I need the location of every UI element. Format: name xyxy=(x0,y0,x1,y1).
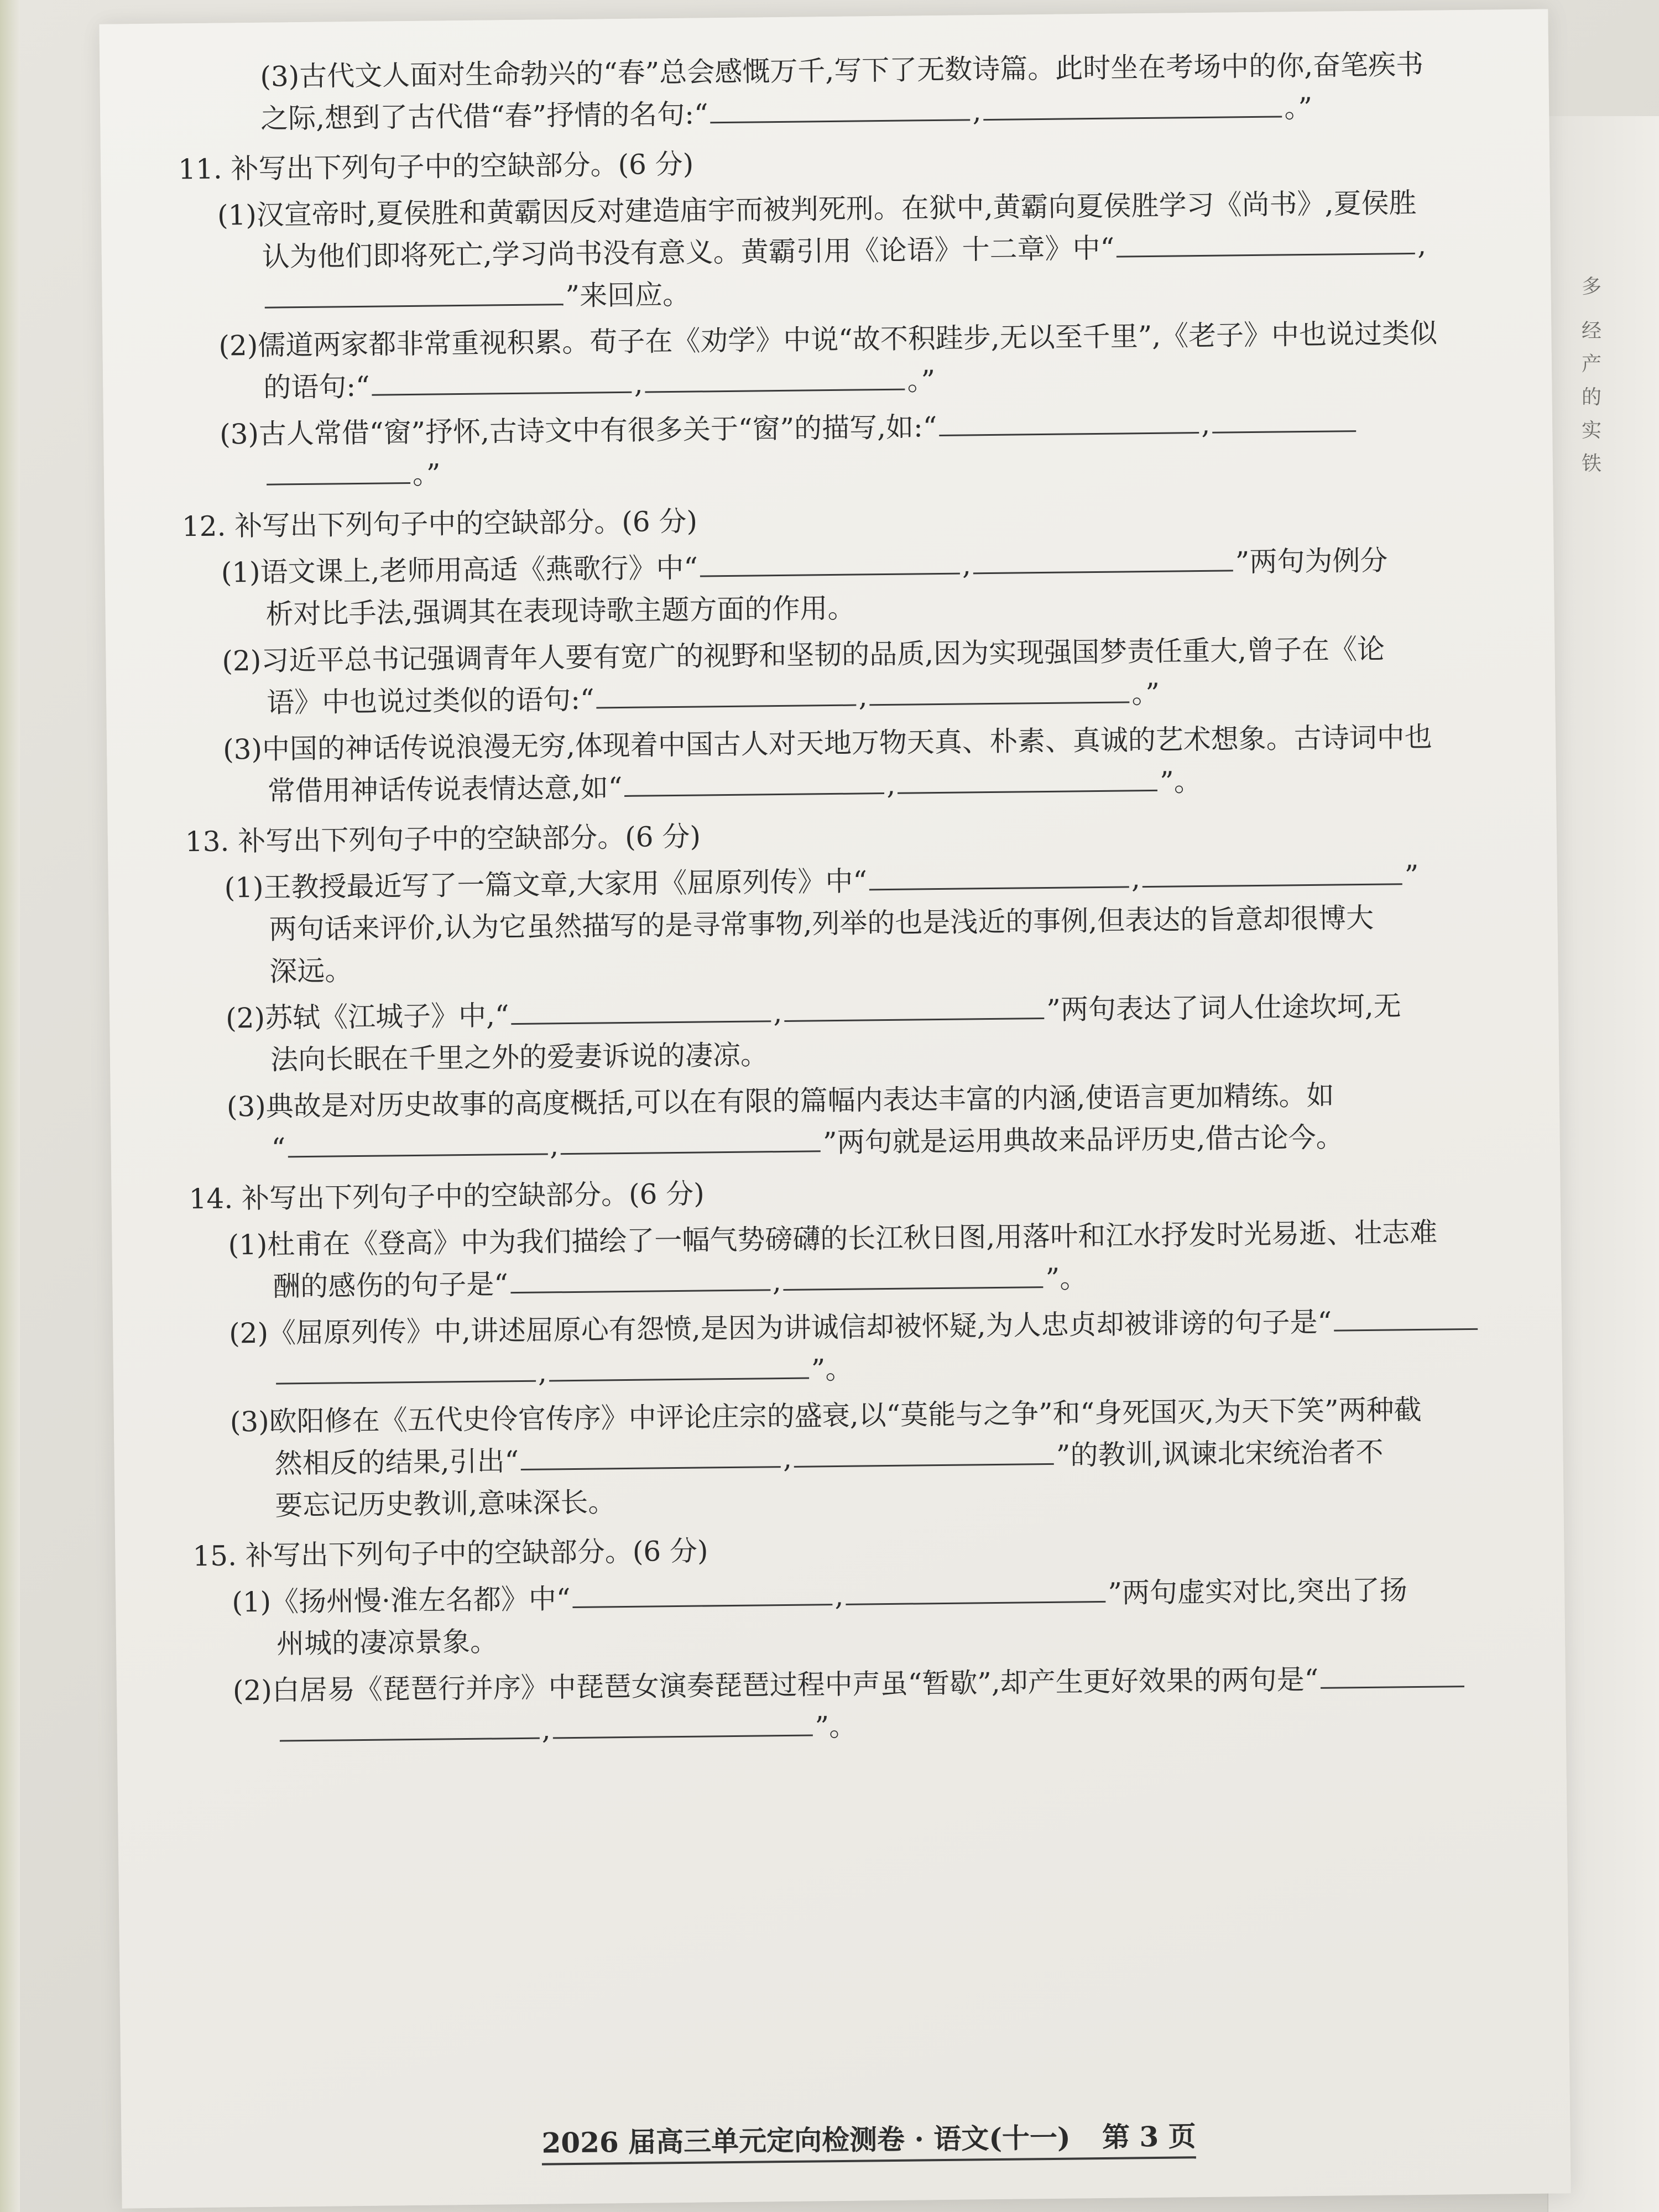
text-segment: “ xyxy=(271,1132,286,1165)
text-segment: , xyxy=(773,996,782,1029)
text-segment: (3)中国的神话传说浪漫无穷,体现着中国古人对天地万物天真、朴素、真诚的艺术想象。古诗词中也 xyxy=(222,721,1433,766)
text-segment: (1)汉宣帝时,夏侯胜和黄霸因反对建造庙宇而被判死刑。在狱中,黄霸向夏侯胜学习《尚书》,夏侯胜 xyxy=(217,186,1417,232)
question-title xyxy=(192,1521,1531,1577)
adjacent-page-char: 经 xyxy=(1582,320,1602,342)
adjacent-page-char: 铁 xyxy=(1582,452,1602,475)
text-segment: (3)典故是对历史故事的高度概括,可以在有限的篇幅内表达丰富的内涵,使语言更加精练。如 xyxy=(226,1079,1334,1123)
text-segment: ”两句为例分 xyxy=(1235,544,1388,578)
answer-blank[interactable] xyxy=(267,456,411,486)
text-segment: 15. 补写出下列句子中的空缺部分。(6 分) xyxy=(192,1535,708,1573)
answer-blank[interactable] xyxy=(983,89,1282,121)
answer-blank[interactable] xyxy=(846,1574,1106,1605)
footer-page-number: 第 3 页 xyxy=(1102,2120,1196,2154)
text-segment: 。” xyxy=(1131,677,1160,710)
question-title xyxy=(178,134,1517,190)
answer-blank[interactable] xyxy=(710,92,971,123)
text-segment: (2)苏轼《江城子》中,“ xyxy=(225,999,509,1035)
text-segment: , xyxy=(782,1442,792,1475)
answer-blank[interactable] xyxy=(264,277,564,309)
answer-blank[interactable] xyxy=(561,1124,821,1155)
answer-blank[interactable] xyxy=(276,1354,536,1385)
answer-blank[interactable] xyxy=(549,1351,810,1382)
text-segment: 14. 补写出下列句子中的空缺部分。(6 分) xyxy=(189,1177,705,1215)
text-segment: (2)《屈原列传》中,讲述屈原心有怨愤,是因为讲诚信却被怀疑,为人忠贞却被诽谤的句子是“ xyxy=(228,1306,1332,1350)
text-segment: 两句话来评价,认为它虽然描写的是寻常事物,列举的也是浅近的事例,但表达的旨意却很博大 xyxy=(269,901,1374,946)
text-segment: , xyxy=(1131,862,1141,895)
answer-blank[interactable] xyxy=(288,1126,548,1157)
text-segment: ”两句表达了词人仕途坎坷,无 xyxy=(1046,990,1402,1026)
answer-blank[interactable] xyxy=(1117,226,1416,258)
text-segment: (3)古代文人面对生命勃兴的“春”总会感慨万千,写下了无数诗篇。此时坐在考场中的你,奋笔疾书 xyxy=(260,48,1424,93)
text-segment: , xyxy=(549,1129,559,1162)
text-segment: ”两句虚实对比,突出了扬 xyxy=(1108,1574,1408,1609)
exam-content xyxy=(177,43,1533,1754)
text-segment: ”。 xyxy=(815,1710,857,1743)
text-segment: ”两句就是运用典故来品评历史,借古论今。 xyxy=(822,1121,1344,1159)
answer-blank[interactable] xyxy=(1142,857,1402,888)
text-segment: ”来回应。 xyxy=(565,278,691,312)
adjacent-page-char: 的 xyxy=(1582,386,1602,409)
text-segment: (2)儒道两家都非常重视积累。荀子在《劝学》中说“故不积跬步,无以至千里”,《老子》中也说过类似 xyxy=(218,317,1438,362)
answer-blank[interactable] xyxy=(939,405,1199,436)
exam-page xyxy=(99,9,1571,2208)
text-segment: 13. 补写出下列句子中的空缺部分。(6 分) xyxy=(185,820,701,858)
text-segment: (3)古人常借“窗”抒怀,古诗文中有很多关于“窗”的描写,如:“ xyxy=(219,411,937,451)
answer-blank[interactable] xyxy=(784,991,1045,1022)
question-title xyxy=(182,492,1521,547)
answer-blank[interactable] xyxy=(973,543,1234,574)
text-segment: 州城的凄凉景象。 xyxy=(276,1625,498,1660)
text-segment: 法向长眠在千里之外的爱妻诉说的凄凉。 xyxy=(270,1039,769,1076)
answer-blank[interactable] xyxy=(1321,1659,1465,1689)
text-segment: , xyxy=(772,1265,782,1298)
answer-blank[interactable] xyxy=(869,859,1130,890)
answer-blank[interactable] xyxy=(898,763,1158,794)
text-segment: 认为他们即将死亡,学习尚书没有意义。黄霸引用《论语》十二章》中“ xyxy=(262,232,1115,273)
text-segment: 要忘记历史教训,意味深长。 xyxy=(275,1486,616,1522)
text-segment: 然相反的结果,引出“ xyxy=(274,1445,519,1480)
text-segment: , xyxy=(886,768,896,801)
text-segment: , xyxy=(972,95,982,128)
text-segment: 11. 补写出下列句子中的空缺部分。(6 分) xyxy=(178,148,694,186)
text-segment: , xyxy=(962,549,972,581)
answer-blank[interactable] xyxy=(572,1577,833,1608)
answer-blank[interactable] xyxy=(521,1439,781,1470)
answer-blank[interactable] xyxy=(552,1708,813,1739)
text-segment: (3)欧阳修在《五代史伶官传序》中评论庄宗的盛衰,以“莫能与之争”和“身死国灭,为天下笑”两种截 xyxy=(229,1393,1422,1438)
text-segment: ”。 xyxy=(1159,765,1202,798)
answer-blank[interactable] xyxy=(869,675,1130,706)
answer-blank[interactable] xyxy=(700,546,961,577)
answer-blank[interactable] xyxy=(510,1262,770,1293)
answer-blank[interactable] xyxy=(511,994,771,1025)
text-segment: 的语句:“ xyxy=(263,370,371,404)
text-segment: ”的教训,讽谏北宋统治者不 xyxy=(1056,1436,1384,1472)
text-segment: , xyxy=(1201,408,1211,440)
text-segment: , xyxy=(541,1713,551,1746)
text-segment: (2)习近平总书记强调青年人要有宽广的视野和坚韧的品质,因为实现强国梦责任重大,曾子在《论 xyxy=(222,633,1385,677)
adjacent-page-char: 产 xyxy=(1582,353,1602,375)
text-segment: (2)白居易《琵琶行并序》中琵琶女演奏琵琶过程中声虽“暂歇”,却产生更好效果的两句是“ xyxy=(232,1663,1319,1707)
text-segment: 深远。 xyxy=(269,954,353,988)
text-segment: , xyxy=(834,1579,844,1613)
text-segment: 12. 补写出下列句子中的空缺部分。(6 分) xyxy=(181,505,698,543)
answer-blank[interactable] xyxy=(1334,1302,1478,1332)
text-segment: 析对比手法,强调其在表现诗歌主题方面的作用。 xyxy=(265,592,855,630)
footer-title: 2026 届高三单元定向检测卷 · 语文(十一) xyxy=(541,2121,1071,2159)
answer-blank[interactable] xyxy=(645,362,905,393)
text-segment: 语》中也说过类似的语句:“ xyxy=(266,683,594,719)
adjacent-page-char: 多 xyxy=(1582,275,1602,298)
question-title xyxy=(189,1164,1527,1220)
adjacent-book-edge xyxy=(0,0,20,2212)
text-segment: , xyxy=(538,1356,547,1389)
answer-blank[interactable] xyxy=(783,1260,1044,1291)
text-segment: , xyxy=(858,680,868,713)
text-segment: 。” xyxy=(412,458,441,491)
text-segment: (1)语文课上,老师用高适《燕歌行》中“ xyxy=(221,551,698,589)
answer-blank[interactable] xyxy=(624,766,885,797)
text-segment: 之际,想到了古代借“春”抒情的名句:“ xyxy=(260,98,708,135)
answer-blank[interactable] xyxy=(596,678,857,709)
text-segment: ”。 xyxy=(1045,1262,1088,1295)
text-segment: (1)杜甫在《登高》中为我们描绘了一幅气势磅礴的长江秋日图,用落叶和江水抒发时光易逝、壮志难 xyxy=(228,1216,1438,1261)
text-segment: ”。 xyxy=(811,1353,853,1386)
answer-blank[interactable] xyxy=(279,1711,540,1742)
text-segment: (1)王教授最近写了一篇文章,大家用《屈原列传》中“ xyxy=(224,865,868,904)
text-segment: 。” xyxy=(1284,91,1313,124)
text-segment: (1)《扬州慢·淮左名都》中“ xyxy=(231,1583,571,1619)
text-segment: ” xyxy=(1404,859,1419,892)
question-title xyxy=(185,807,1524,863)
answer-blank[interactable] xyxy=(372,365,632,396)
answer-blank[interactable] xyxy=(1212,404,1357,434)
page-footer xyxy=(541,2114,1196,2165)
text-segment: 酬的感伤的句子是“ xyxy=(273,1268,509,1303)
text-segment: , xyxy=(1417,228,1427,261)
text-segment: , xyxy=(634,367,643,400)
text-segment: 常借用神话传说表情达意,如“ xyxy=(267,771,623,807)
adjacent-page-char: 实 xyxy=(1582,419,1602,442)
text-segment: 。” xyxy=(907,364,936,397)
answer-blank[interactable] xyxy=(794,1437,1055,1468)
